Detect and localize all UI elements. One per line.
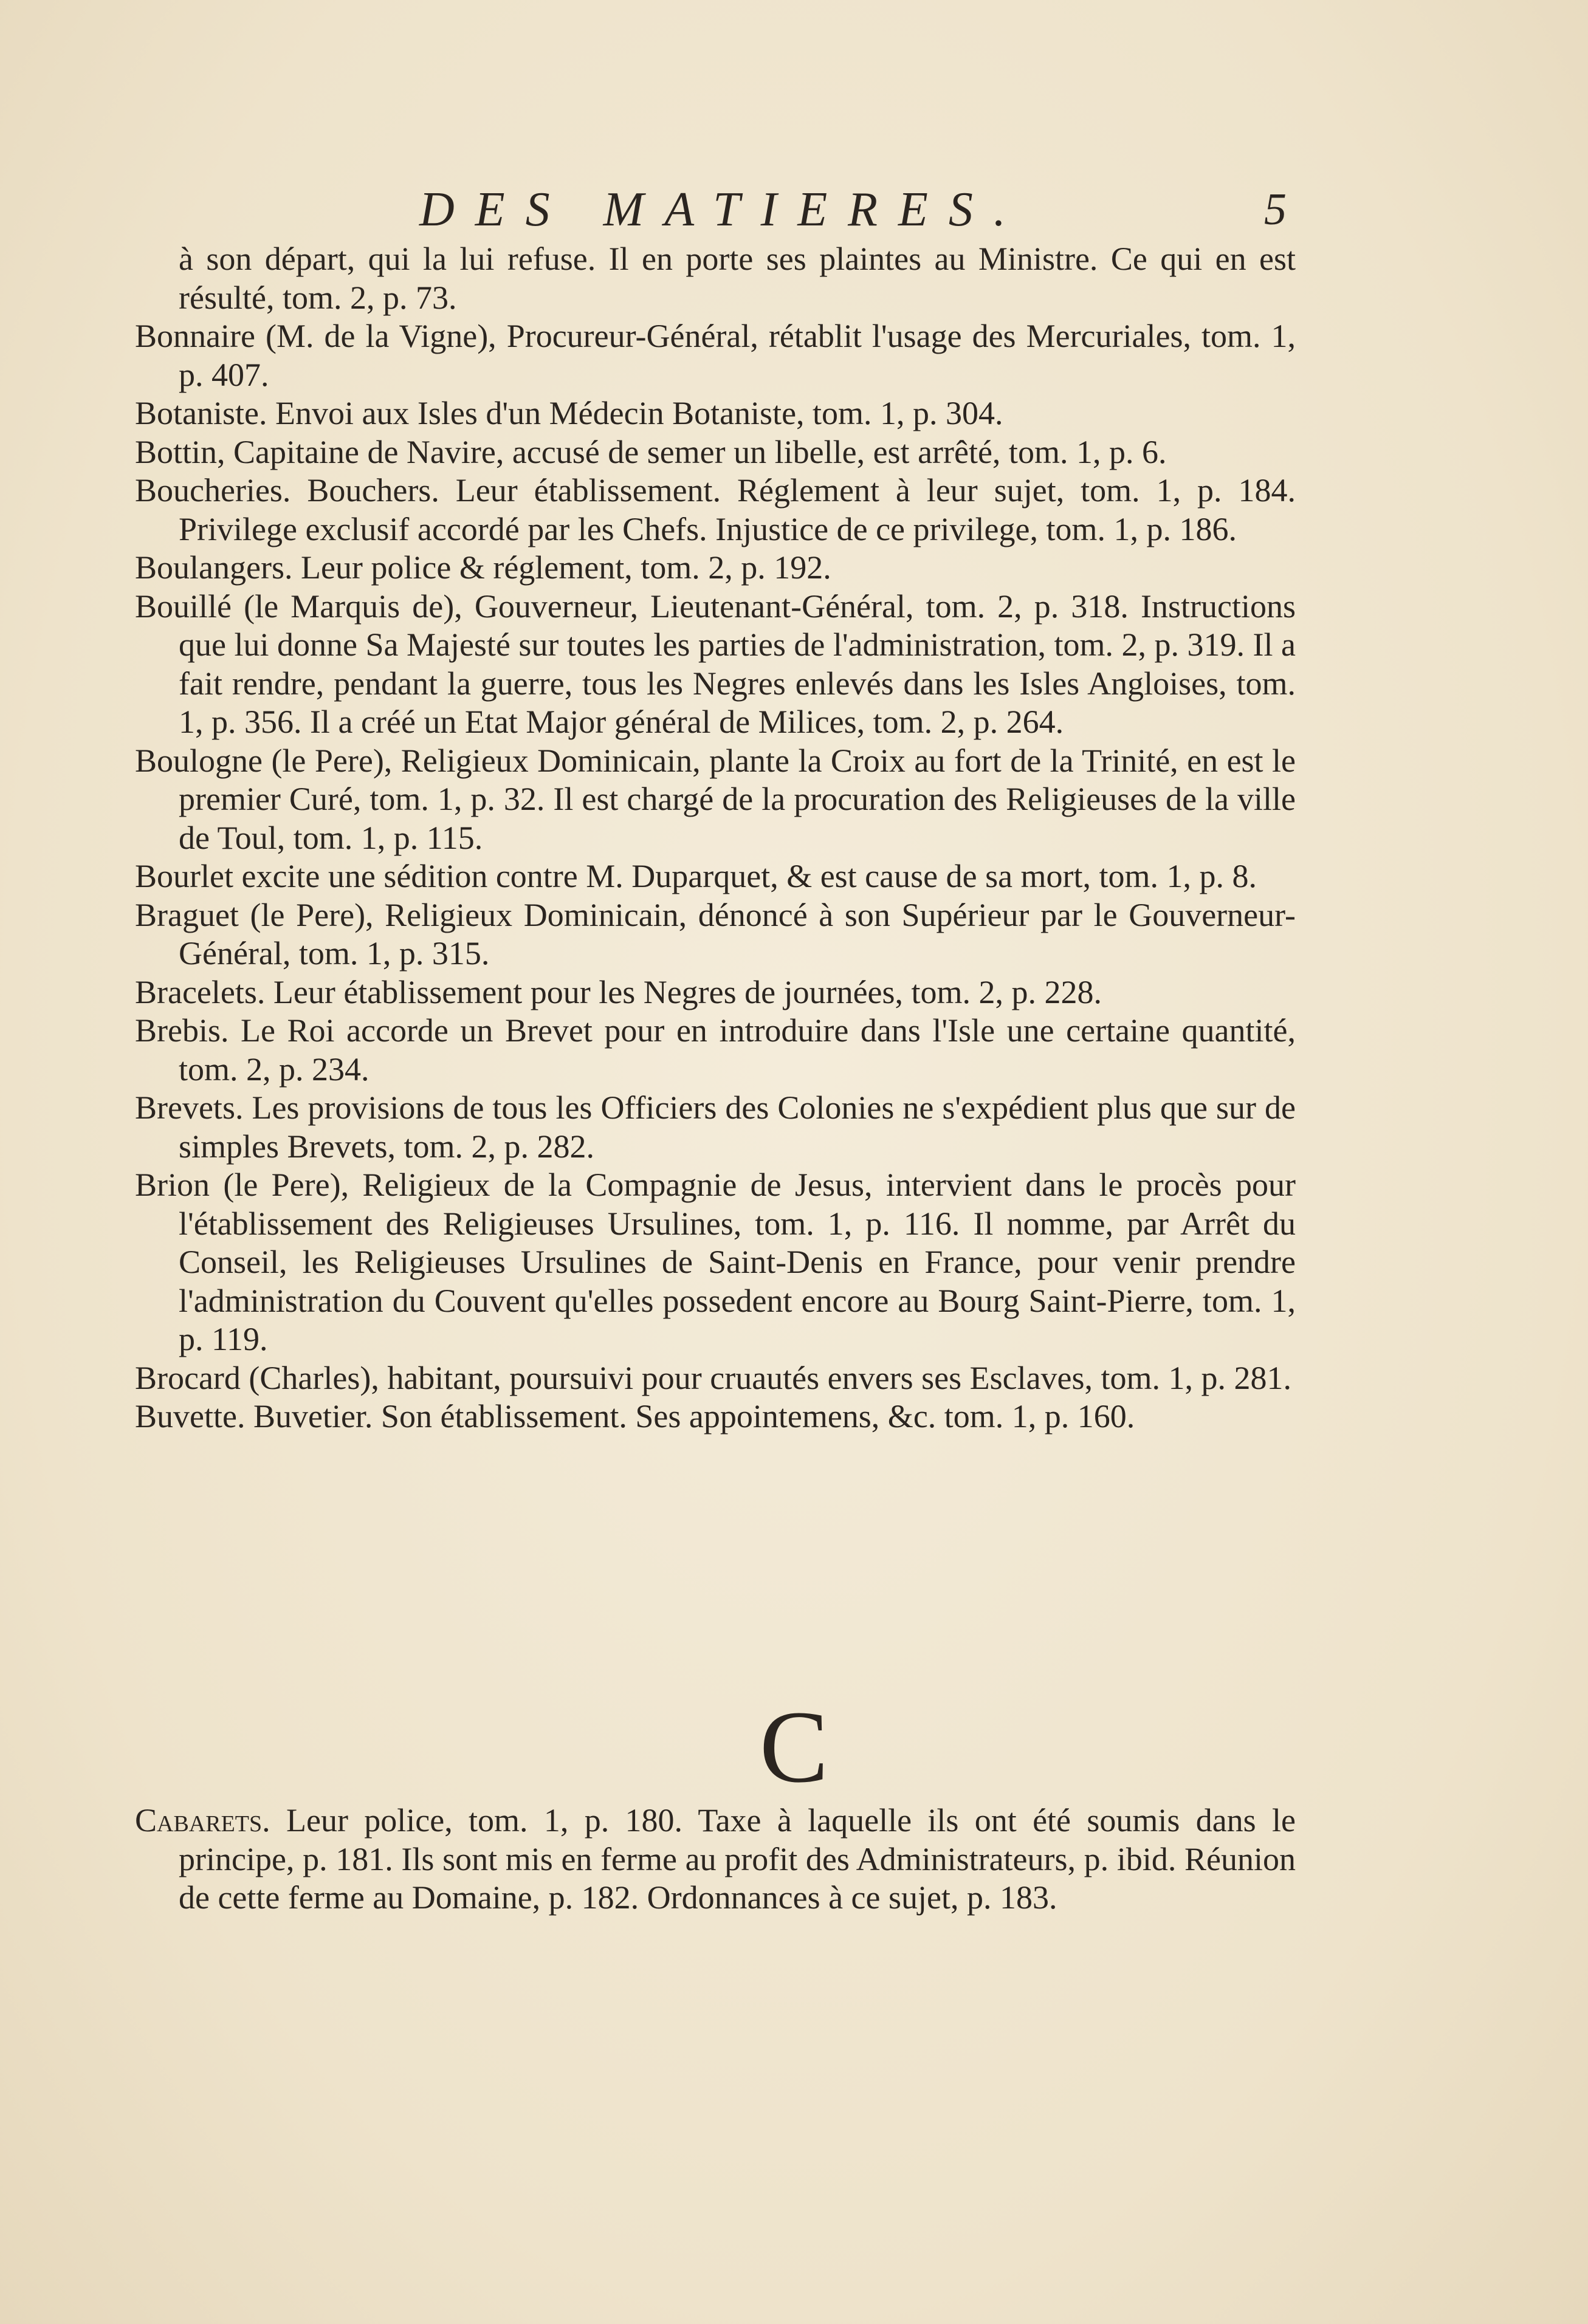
index-entries-b xyxy=(135,240,1296,1436)
index-entry: Bouillé (le Marquis de), Gouverneur, Lieutenant-Général, tom. 2, p. 318. Instructions que lui donne Sa Majesté sur toutes les parties de l'administration, tom. 2, p. 319. Il a fait rendre, pendant la guerre, tous les Negres enlevés dans les Isles Angloises, tom. 1, p. 356. Il a créé un Etat Major général de Milices, tom. 2, p. 264. xyxy=(135,588,1296,740)
section-letter-heading: C xyxy=(759,1690,829,1804)
page-header xyxy=(0,182,1588,237)
index-entries-c xyxy=(135,1801,1296,1918)
index-entry: Brevets. Les provisions de tous les Officiers des Colonies ne s'expédient plus que sur de simples Brevets, tom. 2, p. 282. xyxy=(135,1089,1296,1165)
entry-text: Leur police, tom. 1, p. 180. Taxe à laquelle ils ont été soumis dans le principe, p. 181. Ils sont mis en ferme au profit des Administrateurs, p. ibid. Réunion de cette ferme au Domaine, p. 182. Ordonnances à ce sujet, p. 183. xyxy=(179,1802,1296,1916)
running-title: DES MATIERES. xyxy=(419,183,1026,236)
index-entry: Bonnaire (M. de la Vigne), Procureur-Général, rétablit l'usage des Mercuriales, tom. 1, p. 407. xyxy=(135,318,1296,393)
index-entry: Boulangers. Leur police & réglement, tom. 2, p. 192. xyxy=(135,549,831,586)
index-entry: Brocard (Charles), habitant, poursuivi pour cruautés envers ses Esclaves, tom. 1, p. 281. xyxy=(135,1359,1292,1396)
index-entry: Bracelets. Leur établissement pour les Negres de journées, tom. 2, p. 228. xyxy=(135,973,1102,1010)
index-entry: Botaniste. Envoi aux Isles d'un Médecin Botaniste, tom. 1, p. 304. xyxy=(135,395,1003,431)
index-entry: Braguet (le Pere), Religieux Dominicain, dénoncé à son Supérieur par le Gouverneur-Général, tom. 1, p. 315. xyxy=(135,896,1296,972)
page-number: 5 xyxy=(1264,185,1287,235)
index-entry: Buvette. Buvetier. Son établissement. Ses appointemens, &c. tom. 1, p. 160. xyxy=(135,1398,1135,1435)
index-entry: Boulogne (le Pere), Religieux Dominicain, plante la Croix au fort de la Trinité, en est le premier Curé, tom. 1, p. 32. Il est chargé de la procuration des Religieuses de la ville de Toul, tom. 1, p. 115. xyxy=(135,742,1296,856)
index-entry: Brion (le Pere), Religieux de la Compagnie de Jesus, intervient dans le procès pour l'établissement des Religieuses Ursulines, tom. 1, p. 116. Il nomme, par Arrêt du Conseil, les Religieuses Ursulines de Saint-Denis en France, pour venir prendre l'administration du Couvent qu'elles possedent encore au Bourg Saint-Pierre, tom. 1, p. 119. xyxy=(135,1167,1296,1357)
index-entry: Boucheries. Bouchers. Leur établissement. Réglement à leur sujet, tom. 1, p. 184. Privilege exclusif accordé par les Chefs. Injustice de ce privilege, tom. 1, p. 186. xyxy=(135,472,1296,547)
index-entry: Bourlet excite une sédition contre M. Duparquet, & est cause de sa mort, tom. 1, p. 8. xyxy=(135,858,1257,894)
index-entry: Brebis. Le Roi accorde un Brevet pour en introduire dans l'Isle une certaine quantité, tom. 2, p. 234. xyxy=(135,1012,1296,1088)
index-entry: à son départ, qui la lui refuse. Il en porte ses plaintes au Ministre. Ce qui en est résulté, tom. 2, p. 73. xyxy=(179,241,1296,316)
index-entry xyxy=(135,1801,1296,1918)
index-entry: Bottin, Capitaine de Navire, accusé de semer un libelle, est arrêté, tom. 1, p. 6. xyxy=(135,433,1167,470)
entry-headword: Cabarets. xyxy=(135,1802,270,1839)
